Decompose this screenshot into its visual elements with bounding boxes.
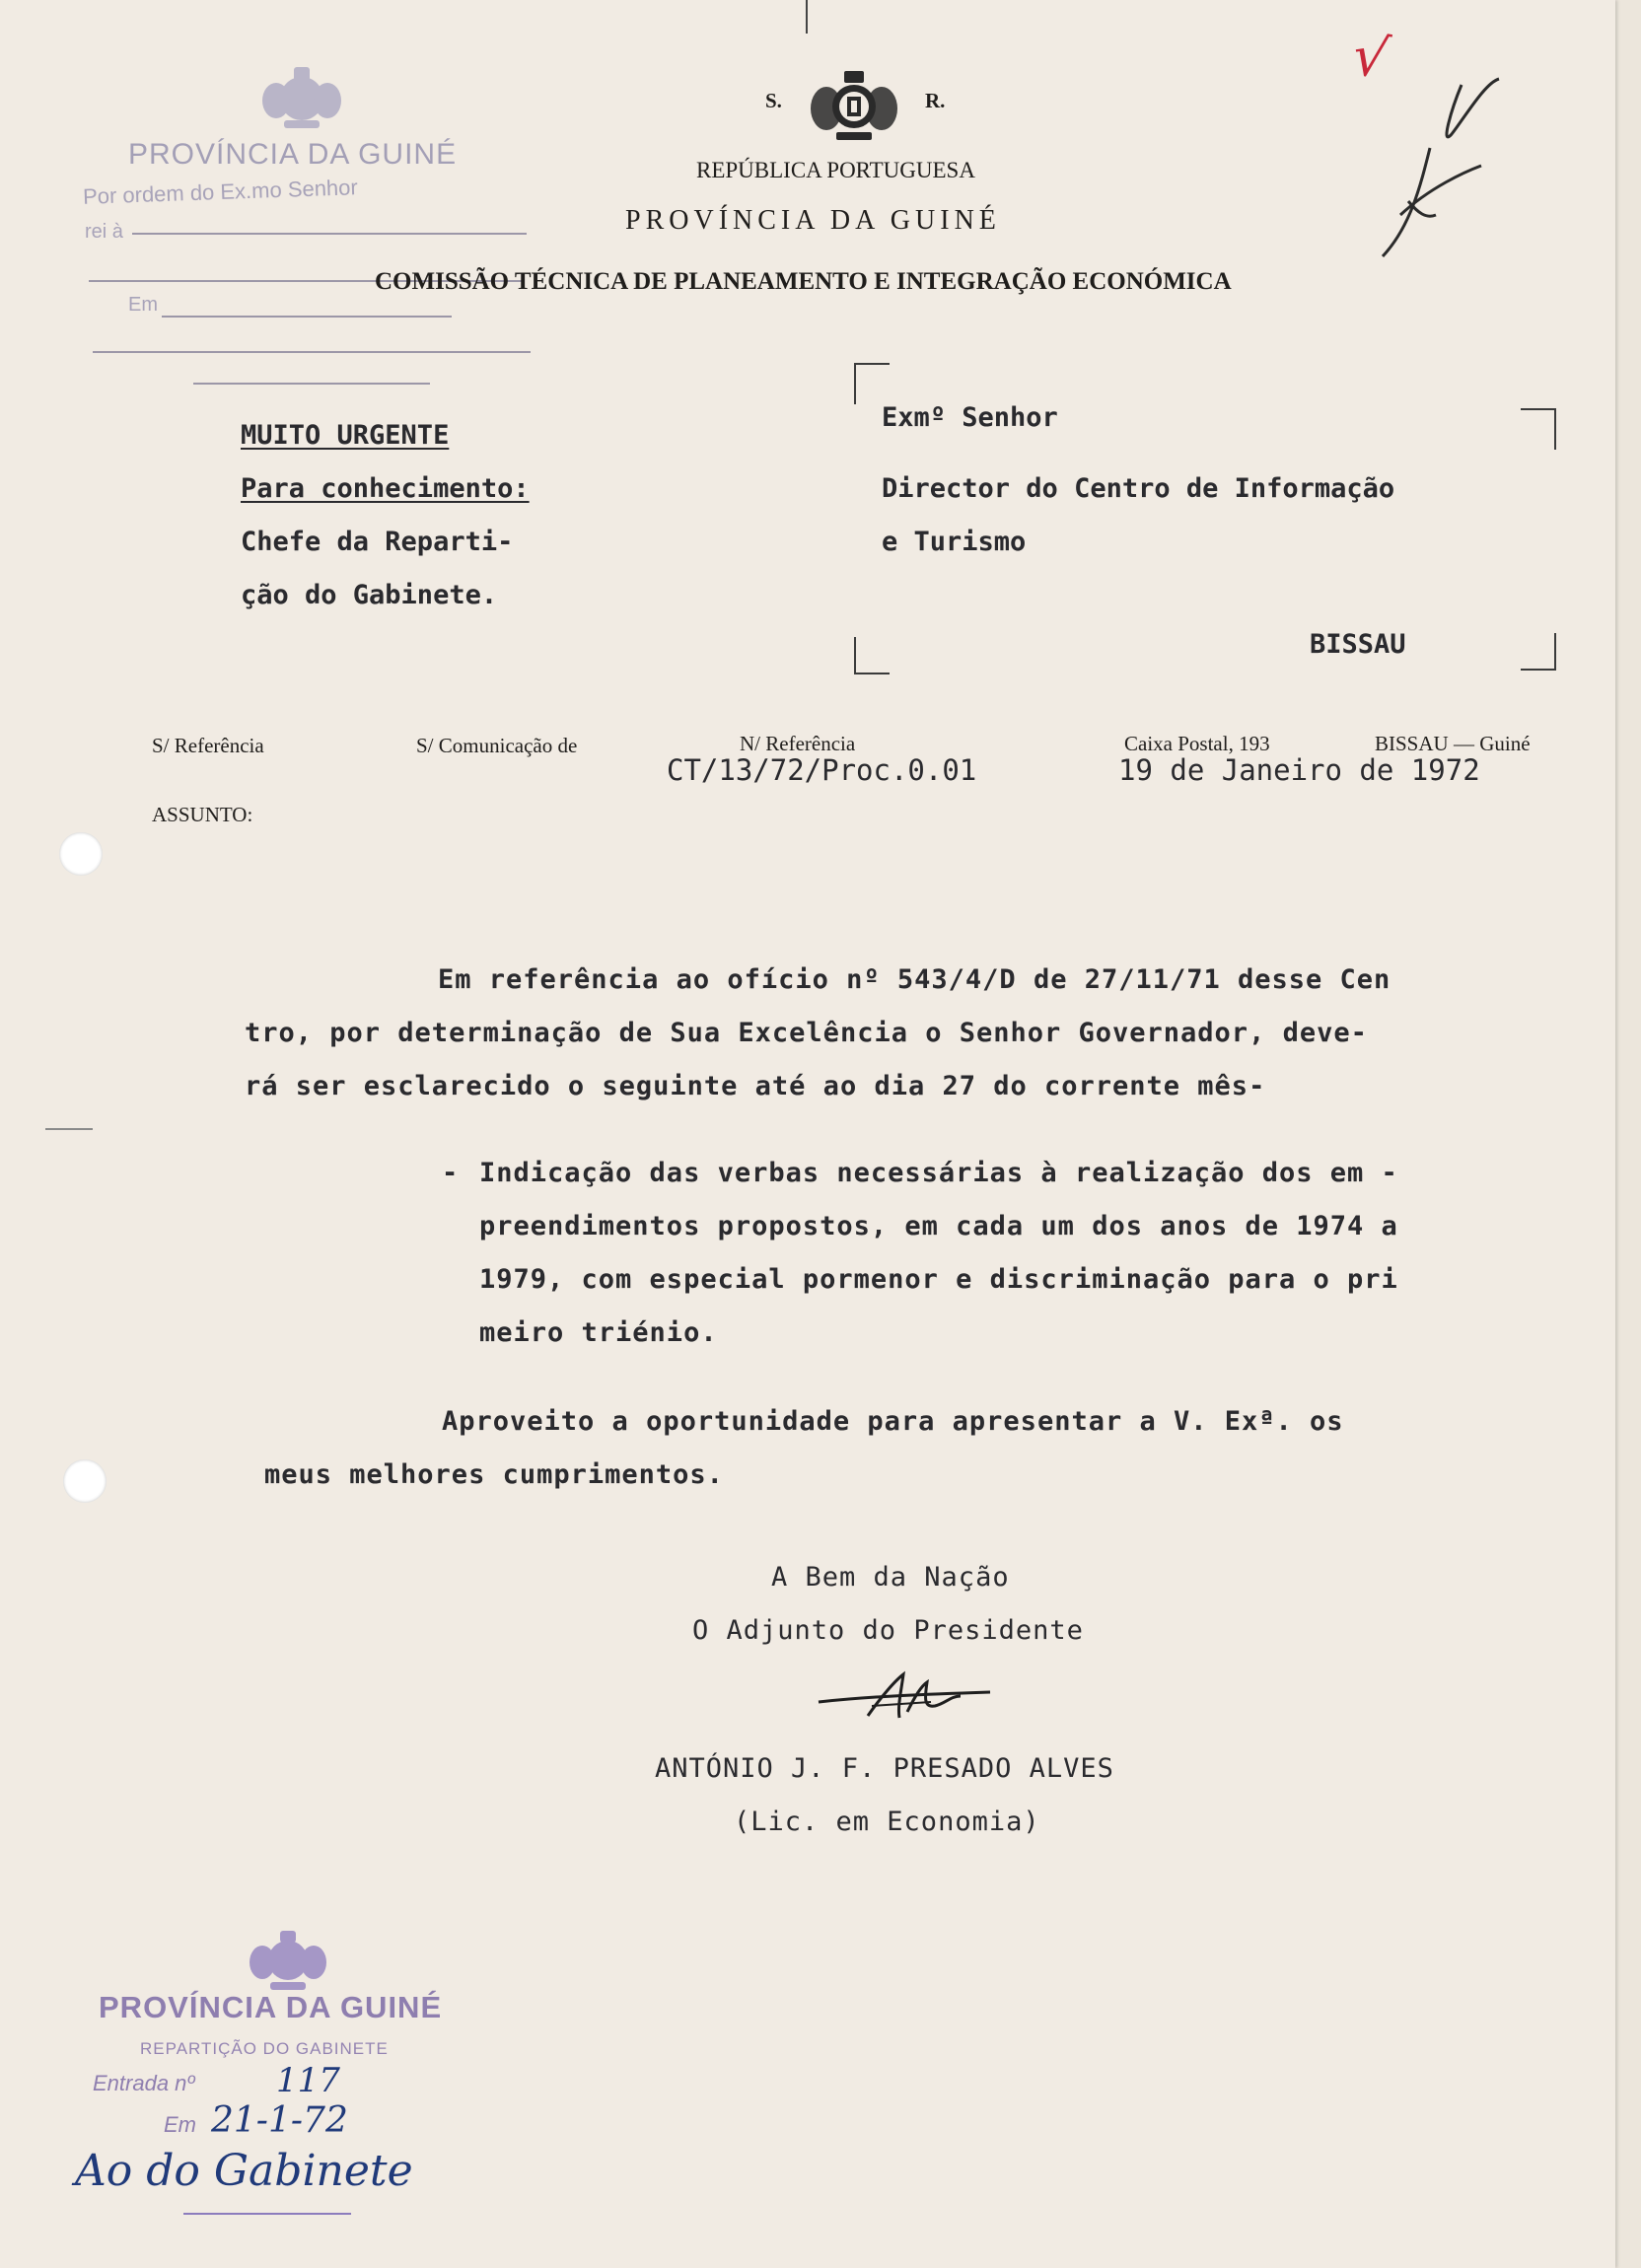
item-line-4: meiro triénio. (479, 1317, 718, 1348)
urgent-label: MUITO URGENTE (241, 420, 450, 451)
bottom-stamp-date-label: Em (164, 2112, 196, 2137)
recipient-line-2: e Turismo (882, 527, 1027, 557)
top-stamp-rule-1 (132, 233, 527, 235)
s-reference-label: S/ Referência (152, 734, 264, 757)
n-reference-value: CT/13/72/Proc.0.01 (667, 753, 977, 787)
coat-of-arms-stamp-bottom-icon (241, 1927, 335, 1996)
letterhead-province: PROVÍNCIA DA GUINÉ (625, 205, 1001, 236)
signatory-degree: (Lic. em Economia) (734, 1807, 1040, 1837)
item-line-2: preendimentos propostos, em cada um dos anos de 1974 a (479, 1211, 1398, 1241)
fold-mark (45, 1128, 93, 1130)
letterhead-right-letter: R. (925, 89, 946, 112)
letterhead-left-letter: S. (765, 89, 782, 112)
bottom-stamp-handwritten: Ao do Gabinete (75, 2146, 413, 2196)
closing-role: O Adjunto do Presidente (692, 1615, 1084, 1646)
recipient-line-1: Director do Centro de Informação (882, 473, 1395, 504)
top-stamp-line3: Em (128, 294, 158, 316)
s-communication-label: S/ Comunicação de (416, 734, 578, 757)
bottom-stamp-entry-label: Entrada nº (93, 2071, 195, 2095)
address-corner-top-right (1521, 408, 1556, 450)
n-reference-label: N/ Referência (740, 732, 856, 755)
recipient-city: BISSAU (1310, 629, 1406, 660)
item-line-3: 1979, com especial pormenor e discriminação para o pri (479, 1264, 1398, 1295)
letter-date: 19 de Janeiro de 1972 (1118, 753, 1480, 787)
signatory-name: ANTÓNIO J. F. PRESADO ALVES (655, 1753, 1114, 1784)
letterhead-commission: COMISSÃO TÉCNICA DE PLANEAMENTO E INTEGRAÇÃO ECONÓMICA (375, 268, 1232, 295)
coat-of-arms-stamp-top-icon (254, 63, 349, 138)
handwritten-initials-mark (1371, 69, 1509, 266)
address-corner-bottom-left (854, 637, 890, 674)
paragraph-1-line-3: rá ser esclarecido o seguinte até ao dia 27 do corrente mês- (245, 1071, 1266, 1101)
place-label: BISSAU — Guiné (1375, 732, 1531, 755)
subject-label: ASSUNTO: (152, 803, 253, 826)
paragraph-2-line-2: meus melhores cumprimentos. (264, 1459, 724, 1490)
cc-line-2: ção do Gabinete. (241, 580, 498, 610)
handwritten-check-mark: √ (1347, 23, 1394, 93)
top-stamp-rule-5 (193, 383, 430, 385)
top-stamp-line2: rei à (85, 221, 123, 243)
punch-hole-upper (59, 832, 103, 876)
item-line-1: Indicação das verbas necessárias à realização dos em - (479, 1158, 1398, 1188)
bottom-stamp-subtitle: REPARTIÇÃO DO GABINETE (140, 2039, 389, 2058)
bottom-stamp-rule (183, 2213, 351, 2215)
punch-hole-lower (63, 1459, 107, 1503)
bottom-stamp-date-value: 21-1-72 (211, 2100, 348, 2141)
address-corner-bottom-right (1521, 633, 1556, 671)
top-stamp-title: PROVÍNCIA DA GUINÉ (128, 138, 458, 171)
postal-box-label: Caixa Postal, 193 (1124, 732, 1270, 755)
bottom-stamp-entry-value: 117 (276, 2061, 340, 2100)
top-stamp-rule-4 (93, 351, 531, 353)
letterhead-republic: REPÚBLICA PORTUGUESA (696, 158, 975, 182)
paragraph-2-line-1: Aproveito a oportunidade para apresentar a V. Exª. os (442, 1406, 1344, 1437)
for-knowledge-label: Para conhecimento: (241, 473, 530, 504)
top-stamp-rule-3 (162, 316, 452, 318)
closing-motto: A Bem da Nação (771, 1562, 1010, 1593)
address-corner-top-left (854, 363, 890, 404)
top-edge-mark (806, 0, 808, 34)
paragraph-1-line-1: Em referência ao ofício nº 543/4/D de 27/11/71 desse Cen (438, 964, 1391, 995)
bottom-stamp-title: PROVÍNCIA DA GUINÉ (99, 1990, 443, 2024)
recipient-salutation: Exmº Senhor (882, 402, 1058, 433)
coat-of-arms-letterhead-icon (807, 67, 901, 146)
item-dash: - (442, 1158, 460, 1188)
top-stamp-line1: Por ordem do Ex.mo Senhor (82, 175, 359, 209)
paragraph-1-line-2: tro, por determinação de Sua Excelência o Senhor Governador, deve- (245, 1018, 1368, 1048)
cc-line-1: Chefe da Reparti- (241, 527, 514, 557)
signature (813, 1666, 1000, 1726)
